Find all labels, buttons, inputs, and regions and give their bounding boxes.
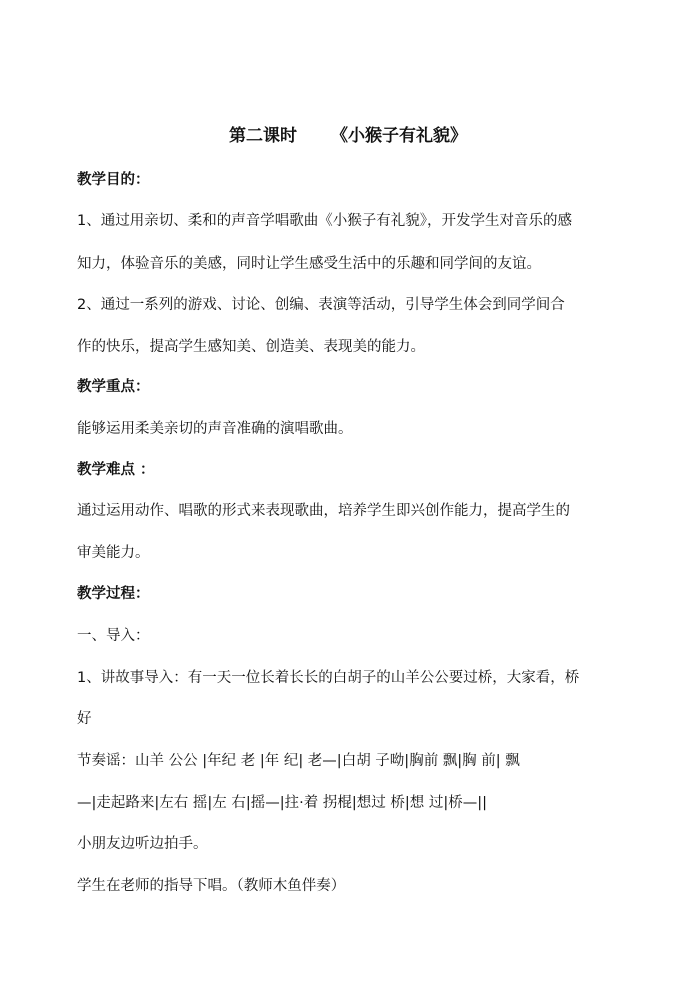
- process-heading: 教学过程：: [77, 586, 150, 602]
- intro-line1: 1、讲故事导入：有一天一位长着长长的白胡子的山羊公公要过桥，大家看，桥: [77, 670, 580, 686]
- goal2-line1: 2、通过一系列的游戏、讨论、创编、表演等活动，引导学生体会到同学间合: [77, 297, 565, 313]
- clap-text: 小朋友边听边拍手。: [77, 836, 208, 852]
- intro-line2: 好: [77, 711, 92, 727]
- lesson-name: 《小猴子有礼貌》: [331, 126, 467, 146]
- difficulty-line1: 通过运用动作、唱歌的形式来表现歌曲，培养学生即兴创作能力，提高学生的: [77, 503, 570, 519]
- focus-text: 能够运用柔美亲切的声音准确的演唱歌曲。: [77, 421, 353, 437]
- difficulty-heading: 教学难点 ：: [77, 462, 155, 478]
- goal1-line2: 知力，体验音乐的美感，同时让学生感受生活中的乐趣和同学间的友谊。: [77, 256, 541, 272]
- focus-heading: 教学重点：: [77, 379, 150, 395]
- rhythm-line2: —|走起路来|左右 摇|左 右|摇—|拄·着 拐棍|想过 桥|想 过|桥—||: [77, 795, 488, 811]
- page-title: [0, 125, 696, 147]
- lesson-number: 第二课时: [229, 126, 297, 146]
- goal1-line1: 1、通过用亲切、柔和的声音学唱歌曲《小猴子有礼貌》，开发学生对音乐的感: [77, 213, 572, 229]
- sing-text: 学生在老师的指导下唱。（教师木鱼伴奏）: [77, 878, 346, 894]
- difficulty-line2: 审美能力。: [77, 545, 150, 561]
- goals-heading: 教学目的：: [77, 172, 150, 188]
- intro-heading: 一、导入：: [77, 628, 150, 644]
- goal2-line2: 作的快乐，提高学生感知美、创造美、表现美的能力。: [77, 339, 425, 355]
- rhythm-line1: 节奏谣：山羊 公公 |年纪 老 |年 纪| 老—|白胡 子呦|胸前 飘|胸 前| 飘: [77, 753, 520, 769]
